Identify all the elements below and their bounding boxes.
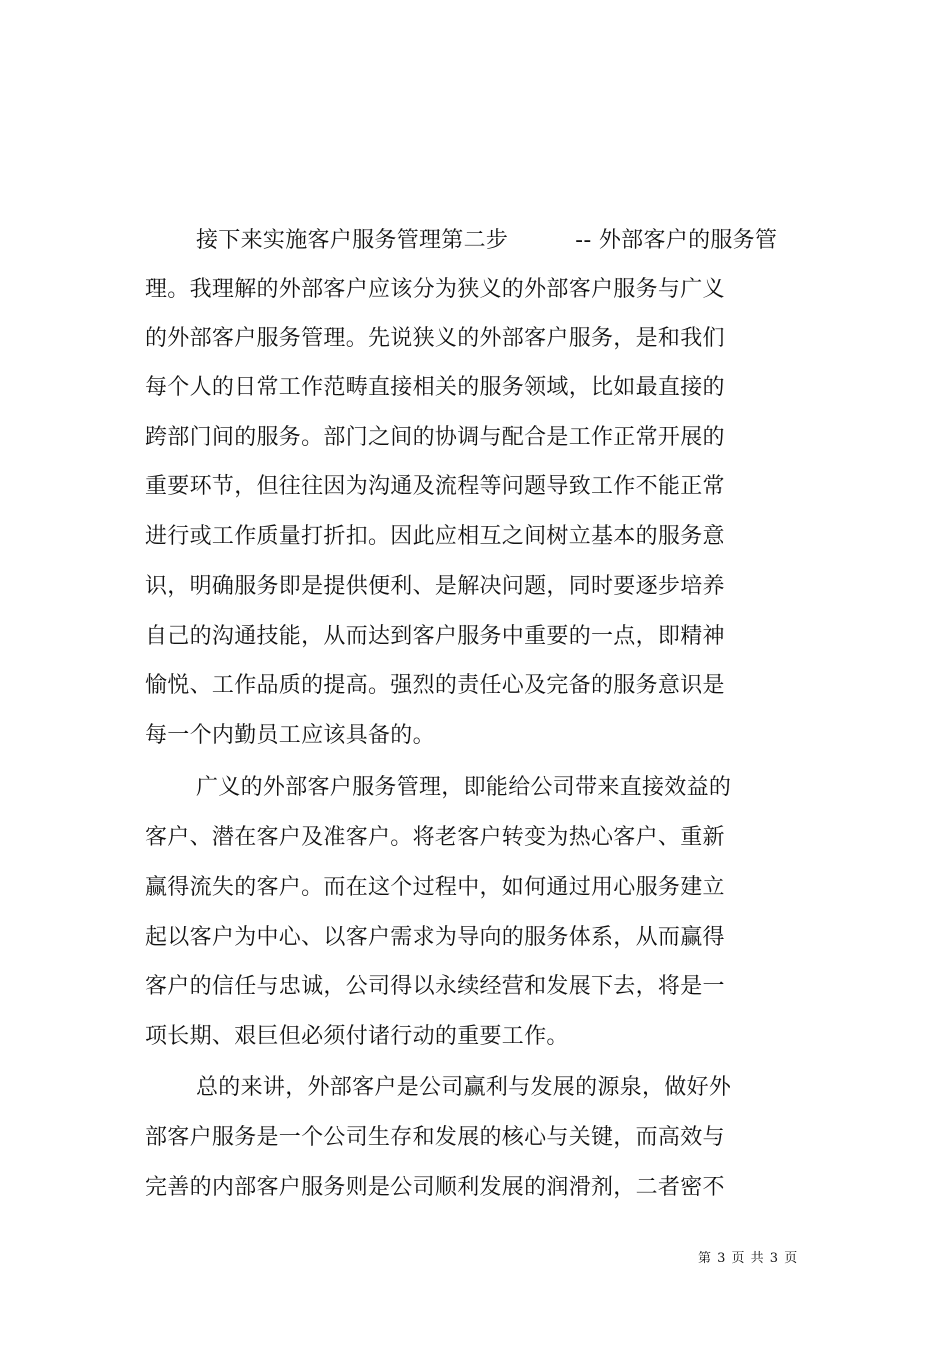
text-line: 赢得流失的客户。而在这个过程中，如何通过用心服务建立	[145, 875, 725, 900]
text-line: 愉悦、工作品质的提高。强烈的责任心及完备的服务意识是	[145, 673, 725, 698]
text-line: 总的来讲，外部客户是公司赢利与发展的源泉，做好外	[196, 1075, 732, 1100]
text-line: 的外部客户服务管理。先说狭义的外部客户服务，是和我们	[145, 326, 725, 351]
text-line: 自己的沟通技能，从而达到客户服务中重要的一点，即精神	[145, 624, 725, 649]
text-line: 客户的信任与忠诚，公司得以永续经营和发展下去，将是一	[145, 974, 725, 999]
text-line: 接下来实施客户服务管理第二步 -- 外部客户的服务管	[196, 228, 778, 253]
text-line: 项长期、艰巨但必须付诸行动的重要工作。	[145, 1024, 569, 1049]
text-line: 部客户服务是一个公司生存和发展的核心与关键，而高效与	[145, 1125, 725, 1150]
text-line: 完善的内部客户服务则是公司顺利发展的润滑剂，二者密不	[145, 1175, 725, 1200]
text-line: 跨部门间的服务。部门之间的协调与配合是工作正常开展的	[145, 425, 725, 450]
text-line: 理。我理解的外部客户应该分为狭义的外部客户服务与广义	[145, 277, 725, 302]
text-line: 客户、潜在客户及准客户。将老客户转变为热心客户、重新	[145, 825, 725, 850]
text-line: 进行或工作质量打折扣。因此应相互之间树立基本的服务意	[145, 524, 725, 549]
text-line: 识，明确服务即是提供便利、是解决问题，同时要逐步培养	[145, 574, 725, 599]
text-line: 起以客户为中心、以客户需求为导向的服务体系，从而赢得	[145, 925, 725, 950]
text-line: 每个人的日常工作范畴直接相关的服务领域，比如最直接的	[145, 375, 725, 400]
text-line: 广义的外部客户服务管理，即能给公司带来直接效益的	[196, 775, 732, 800]
text-line: 每一个内勤员工应该具备的。	[145, 723, 435, 748]
page-number: 第 3 页 共 3 页	[698, 1251, 799, 1266]
text-line: 重要环节，但往往因为沟通及流程等问题导致工作不能正常	[145, 474, 725, 499]
